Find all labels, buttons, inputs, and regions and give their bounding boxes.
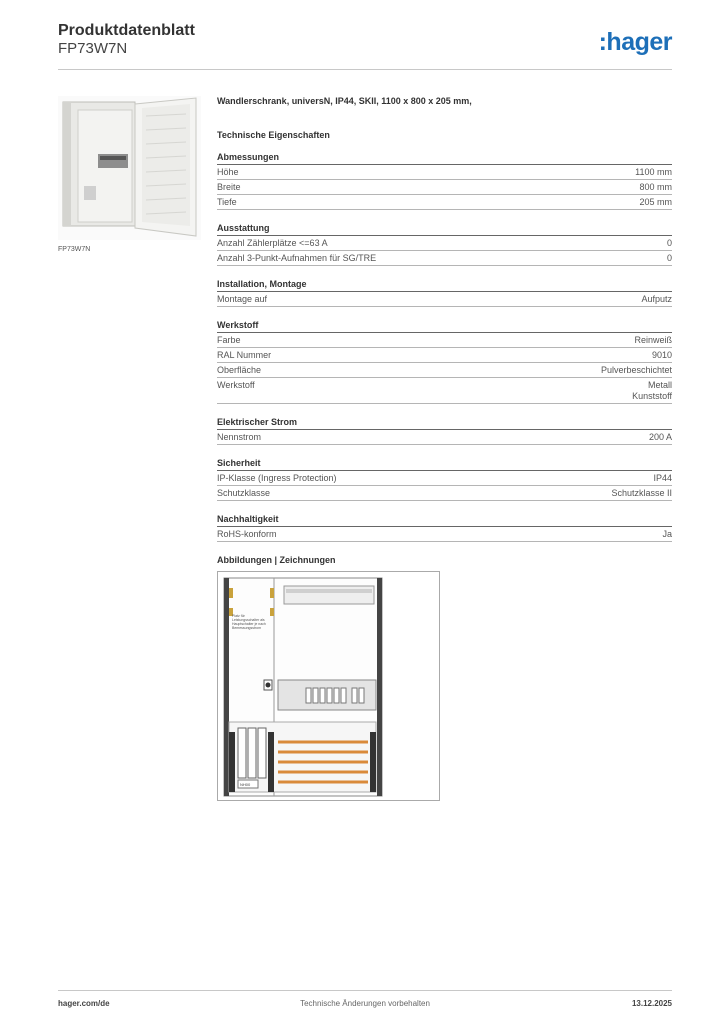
row-label: Farbe xyxy=(217,335,241,345)
table-row xyxy=(217,333,672,348)
row-value: 1100 mm xyxy=(635,167,672,177)
section-title: Sicherheit xyxy=(217,458,672,471)
section-title: Abmessungen xyxy=(217,152,672,165)
row-value: 200 A xyxy=(648,432,672,442)
page-header xyxy=(58,22,672,70)
row-value: 0 xyxy=(666,253,672,263)
drawings-heading: Abbildungen | Zeichnungen xyxy=(217,555,336,565)
cabinet-drawing-icon xyxy=(218,572,439,800)
row-label: Höhe xyxy=(217,167,239,177)
technical-drawing xyxy=(217,571,440,801)
section-title: Werkstoff xyxy=(217,320,672,333)
row-label: Oberfläche xyxy=(217,365,262,375)
product-photo xyxy=(58,96,201,240)
cabinet-illustration xyxy=(58,96,201,240)
row-label: Anzahl 3-Punkt-Aufnahmen für SG/TRE xyxy=(217,253,377,263)
footer-website: hager.com/de xyxy=(58,999,110,1008)
row-value: 9010 xyxy=(651,350,672,360)
row-label: RAL Nummer xyxy=(217,350,272,360)
row-value: Kunststoff xyxy=(632,391,672,401)
row-value: IP44 xyxy=(653,473,672,483)
table-row xyxy=(217,471,672,486)
document-title: Produktdatenblatt xyxy=(58,22,195,39)
row-value-multi xyxy=(632,380,672,402)
row-value: Schutzklasse II xyxy=(611,488,672,498)
hager-logo: :hager xyxy=(598,28,672,56)
row-label: Tiefe xyxy=(217,197,237,207)
product-details xyxy=(217,96,672,573)
section-title: Nachhaltigkeit xyxy=(217,514,672,527)
product-description: Wandlerschrank, universN, IP44, SKII, 1100 x 800 x 205 mm, xyxy=(217,96,472,106)
table-row xyxy=(217,348,672,363)
table-row xyxy=(217,378,672,404)
table-row xyxy=(217,292,672,307)
row-label: RoHS-konform xyxy=(217,529,277,539)
section-nachhaltigkeit xyxy=(217,514,672,542)
row-label: Breite xyxy=(217,182,241,192)
page-footer xyxy=(58,990,672,1008)
row-label: Anzahl Zählerplätze <=63 A xyxy=(217,238,328,248)
section-abmessungen xyxy=(217,152,672,210)
row-value: 0 xyxy=(666,238,672,248)
row-value: Reinweiß xyxy=(634,335,672,345)
row-value: Aufputz xyxy=(641,294,672,304)
section-installation xyxy=(217,279,672,307)
section-title: Elektrischer Strom xyxy=(217,417,672,430)
section-sicherheit xyxy=(217,458,672,501)
article-number: FP73W7N xyxy=(58,40,128,57)
table-row xyxy=(217,430,672,445)
table-row xyxy=(217,195,672,210)
drawing-label: NH00 xyxy=(240,782,251,787)
row-value: 205 mm xyxy=(639,197,672,207)
row-value: Pulverbeschichtet xyxy=(600,365,672,375)
section-title: Ausstattung xyxy=(217,223,672,236)
table-row xyxy=(217,165,672,180)
row-label: Montage auf xyxy=(217,294,268,304)
section-werkstoff xyxy=(217,320,672,404)
drawing-note: Platz für Leistungsschalter als Hauptschalter je nach Bemessungsstrom xyxy=(232,614,266,630)
row-label: Nennstrom xyxy=(217,432,262,442)
tech-heading: Technische Eigenschaften xyxy=(217,130,330,140)
table-row xyxy=(217,363,672,378)
row-label: Werkstoff xyxy=(217,380,255,390)
table-row xyxy=(217,486,672,501)
row-label: Schutzklasse xyxy=(217,488,271,498)
row-value: Ja xyxy=(662,529,672,539)
section-title: Installation, Montage xyxy=(217,279,672,292)
table-row xyxy=(217,236,672,251)
footer-date: 13.12.2025 xyxy=(631,999,672,1008)
section-strom xyxy=(217,417,672,445)
photo-caption: FP73W7N xyxy=(58,246,91,253)
table-row xyxy=(217,251,672,266)
table-row xyxy=(217,180,672,195)
row-value: 800 mm xyxy=(639,182,672,192)
footer-notice: Technische Änderungen vorbehalten xyxy=(300,999,430,1008)
table-row xyxy=(217,527,672,542)
section-ausstattung xyxy=(217,223,672,266)
row-label: IP-Klasse (Ingress Protection) xyxy=(217,473,337,483)
row-value: Metall xyxy=(647,380,672,390)
